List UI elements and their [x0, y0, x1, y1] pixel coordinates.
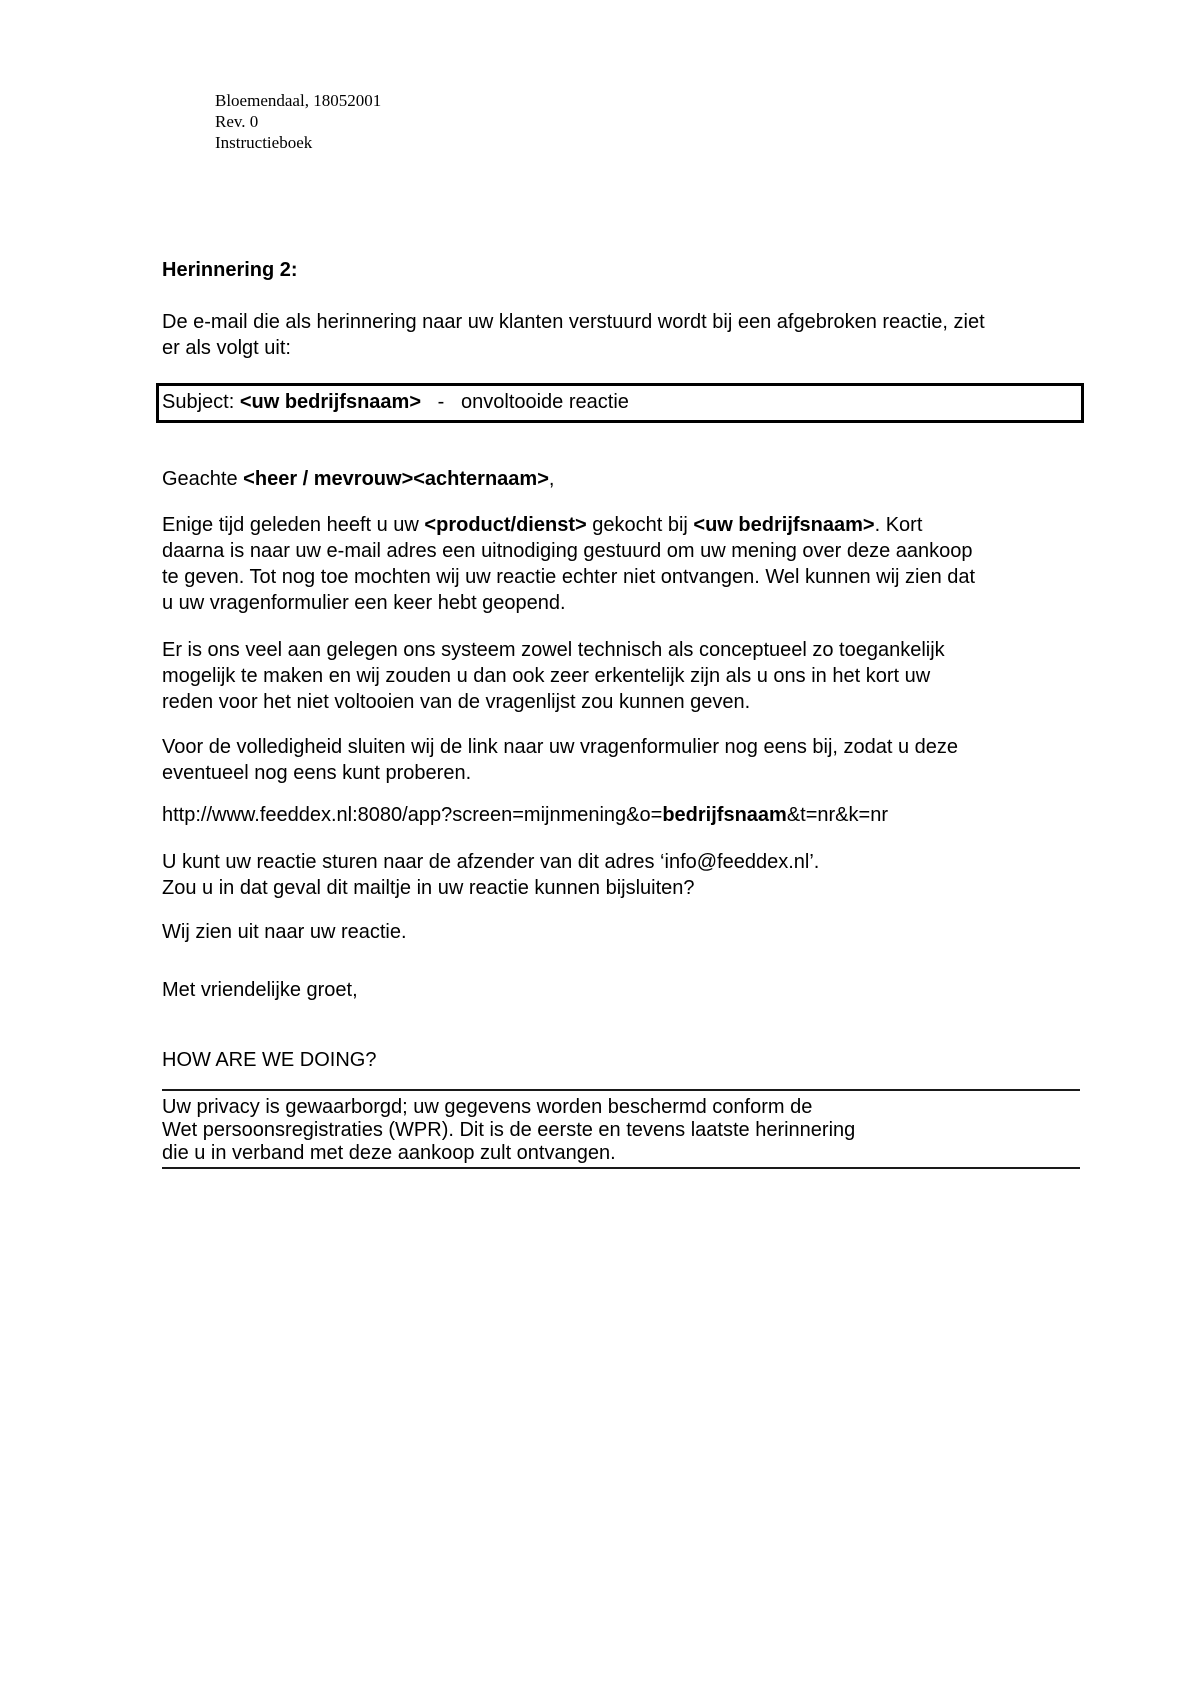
- placeholder-bold-text: <uw bedrijfsnaam>: [239, 391, 421, 413]
- section-title: Herinnering 2:: [162, 259, 298, 281]
- text-line: Bloemendaal, 18052001: [215, 91, 382, 110]
- paragraph-purchase-info: [162, 512, 1102, 616]
- plain-text: http://www.feeddex.nl:8080/app?screen=mijnmening&o=: [162, 804, 663, 826]
- text-line: te geven. Tot nog toe mochten wij uw reactie echter niet ontvangen. Wel kunnen wij zien dat: [162, 566, 976, 588]
- text-line: daarna is naar uw e-mail adres een uitnodiging gestuurd om uw mening over deze aankoop: [162, 540, 973, 562]
- text-line: Voor de volledigheid sluiten wij de link naar uw vragenformulier nog eens bij, zodat u deze: [162, 736, 959, 758]
- placeholder-bold-text: <product/dienst>: [424, 514, 587, 536]
- text-line: Instructieboek: [215, 133, 313, 152]
- text-line: De e-mail die als herinnering naar uw klanten verstuurd wordt bij een afgebroken reactie, ziet: [162, 311, 985, 333]
- plain-text: Subject:: [162, 391, 240, 413]
- placeholder-bold-text: bedrijfsnaam: [662, 804, 787, 826]
- paragraph-reply-address: [162, 849, 1102, 901]
- text-line: die u in verband met deze aankoop zult ontvangen.: [162, 1142, 616, 1164]
- plain-text: ,: [548, 468, 555, 490]
- plain-text: Geachte: [162, 468, 244, 490]
- text-line: U kunt uw reactie sturen naar de afzender van dit adres ‘info@feeddex.nl’.: [162, 851, 820, 873]
- placeholder-bold-text: <uw bedrijfsnaam>: [693, 514, 875, 536]
- plain-text: - onvoltooide reactie: [421, 391, 629, 413]
- text-line: u uw vragenformulier een keer hebt geopend.: [162, 592, 566, 614]
- email-subject-line: [162, 391, 1073, 413]
- text-line: Rev. 0: [215, 112, 259, 131]
- text-line: Wet persoonsregistraties (WPR). Dit is de eerste en tevens laatste herinnering: [162, 1119, 856, 1141]
- intro-paragraph: [162, 309, 1102, 361]
- text-line: [162, 512, 1102, 538]
- text-line: mogelijk te maken en wij zouden u dan ook zeer erkentelijk zijn als u ons in het kort uw: [162, 665, 931, 687]
- placeholder-bold-text: <heer / mevrouw><achternaam>: [243, 468, 549, 490]
- signature-line: HOW ARE WE DOING?: [162, 1049, 377, 1071]
- plain-text: gekocht bij: [586, 514, 694, 536]
- text-line: er als volgt uit:: [162, 337, 291, 359]
- page-header-block: [215, 90, 381, 153]
- plain-text: . Kort: [874, 514, 923, 536]
- closing-line-2: Met vriendelijke groet,: [162, 979, 358, 1001]
- text-line: Er is ons veel aan gelegen ons systeem zowel technisch als conceptueel zo toegankelijk: [162, 639, 945, 661]
- paragraph-link-intro: [162, 734, 1102, 786]
- text-line: eventueel nog eens kunt proberen.: [162, 762, 472, 784]
- email-subject-box: [156, 383, 1084, 423]
- closing-line-1: Wij zien uit naar uw reactie.: [162, 921, 407, 943]
- plain-text: Enige tijd geleden heeft u uw: [162, 514, 425, 536]
- plain-text: &t=nr&k=nr: [786, 804, 888, 826]
- text-line: reden voor het niet voltooien van de vragenlijst zou kunnen geven.: [162, 691, 751, 713]
- text-line: Uw privacy is gewaarborgd; uw gegevens worden beschermd conform de: [162, 1096, 813, 1118]
- url-line: [162, 802, 1102, 828]
- paragraph-feedback-request: [162, 637, 1102, 715]
- text-line: Zou u in dat geval dit mailtje in uw reactie kunnen bijsluiten?: [162, 877, 695, 899]
- privacy-notice-box: [162, 1089, 1080, 1169]
- salutation-line: [162, 466, 1102, 492]
